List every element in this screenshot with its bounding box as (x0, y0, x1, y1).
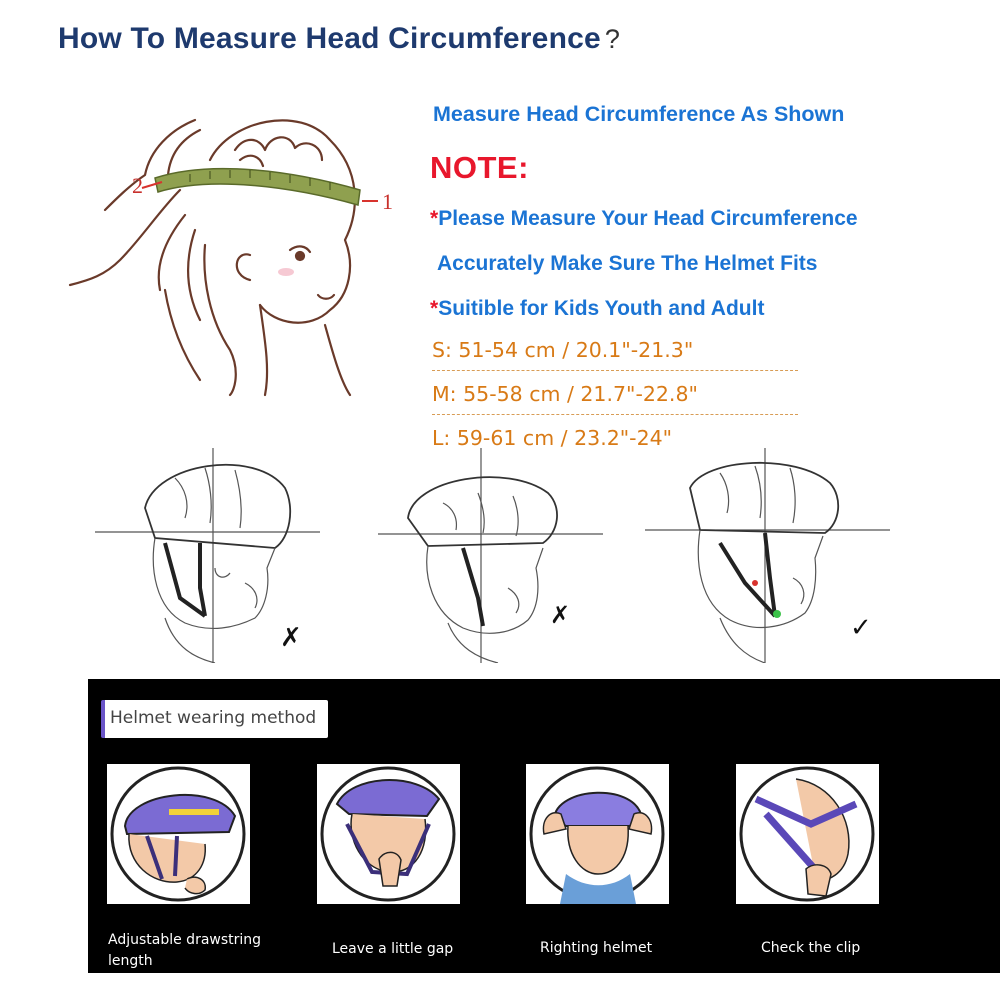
cross-mark-icon: ✗ (280, 622, 302, 652)
step-card-3 (526, 764, 669, 904)
note-star: * (430, 297, 439, 320)
tape-mark-right: 1 (382, 189, 393, 214)
step-label-4: Check the clip (761, 940, 861, 956)
instruction-text: Measure Head Circumference As Shown (433, 102, 845, 126)
size-small: S: 51-54 cm / 20.1"-21.3" (432, 338, 694, 362)
note-star: * (430, 207, 439, 230)
step-card-4 (736, 764, 879, 904)
step-card-1 (107, 764, 250, 904)
note-heading: NOTE: (430, 150, 529, 185)
righting-helmet-illustration (526, 764, 669, 904)
check-clip-illustration (736, 764, 879, 904)
step-label-3: Righting helmet (540, 940, 653, 956)
step-label-2: Leave a little gap (332, 941, 454, 957)
step-card-2 (317, 764, 460, 904)
helmet-wearing-method-panel (88, 679, 1000, 973)
page-title (58, 22, 620, 56)
title-text: How To Measure Head Circumference (58, 22, 601, 55)
fit-example-2 (378, 448, 628, 663)
fit-example-1 (95, 448, 345, 663)
step-label-1: Adjustable drawstring length (108, 932, 262, 969)
method-title: Helmet wearing method (110, 708, 317, 728)
note-line-text: Suitible for Kids Youth and Adult (438, 297, 765, 320)
method-title-bar (101, 700, 328, 738)
size-divider (432, 370, 798, 371)
note-line-text: Please Measure Your Head Circumference (438, 207, 858, 230)
chin-gap-illustration (317, 764, 460, 904)
note-line-text: Accurately Make Sure The Helmet Fits (437, 252, 818, 275)
size-divider (432, 414, 798, 415)
cross-mark-icon: ✗ (550, 602, 571, 629)
tape-mark-left: 2 (132, 173, 143, 198)
fit-example-3 (645, 448, 895, 663)
note-line-3 (430, 297, 764, 321)
check-mark-icon: ✓ (850, 612, 872, 642)
note-line-2 (437, 252, 817, 276)
note-line-1 (430, 207, 858, 231)
title-question-mark: ? (604, 24, 621, 54)
size-medium: M: 55-58 cm / 21.7"-22.8" (432, 382, 698, 406)
head-measuring-illustration (60, 90, 405, 400)
size-large: L: 59-61 cm / 23.2"-24" (432, 426, 673, 450)
adjust-strap-illustration (107, 764, 250, 904)
